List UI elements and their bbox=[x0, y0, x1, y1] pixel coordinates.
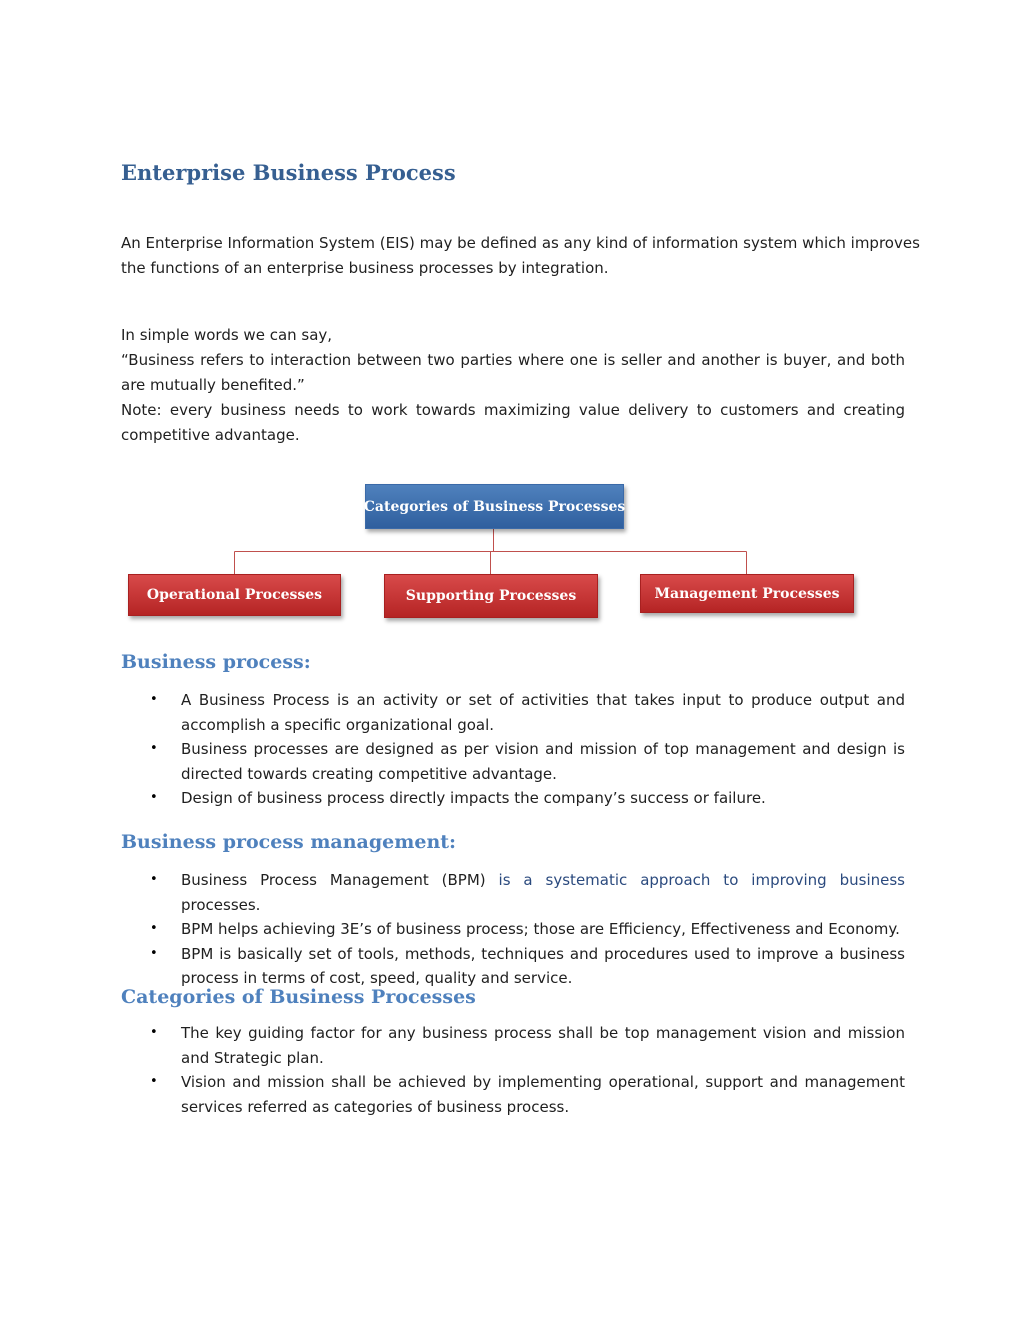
note-paragraph: Note: every business needs to work towards maximizing value delivery to customers and creating competitive advantage. bbox=[121, 401, 905, 444]
diagram-connectors bbox=[235, 527, 747, 574]
supporting-processes-box: Supporting Processes bbox=[384, 574, 598, 618]
bullet-icon: • bbox=[150, 872, 158, 887]
bullet-icon: • bbox=[150, 1074, 158, 1090]
list-item-text: Vision and mission shall be achieved by implementing operational, support and management services referred as categories of business process. bbox=[181, 1073, 905, 1116]
list-item-text-part: Business Process Management (BPM) bbox=[181, 871, 499, 889]
list-item bbox=[121, 868, 905, 917]
bullet-icon: • bbox=[150, 945, 158, 961]
simple-words-block bbox=[121, 323, 905, 448]
section-heading-bpm: Business process management: bbox=[121, 831, 457, 853]
bullet-icon: • bbox=[150, 790, 158, 806]
list-item bbox=[121, 786, 905, 811]
list-item bbox=[121, 942, 905, 991]
list-item-text: The key guiding factor for any business process shall be top management vision and mission and Strategic plan. bbox=[181, 1024, 905, 1067]
bullet-icon: • bbox=[150, 1025, 158, 1040]
list-item bbox=[121, 917, 905, 942]
list-item bbox=[121, 1070, 905, 1119]
diagram-root-box: Categories of Business Processes bbox=[365, 484, 624, 529]
page-title: Enterprise Business Process bbox=[121, 160, 456, 185]
list-item-text-part: processes. bbox=[181, 895, 261, 914]
list-item bbox=[121, 1021, 905, 1070]
simple-lead: In simple words we can say, bbox=[121, 326, 333, 344]
list-item bbox=[121, 737, 905, 786]
list-item-text: BPM is basically set of tools, methods, techniques and procedures used to improve a business process in terms of cost, speed, quality and service. bbox=[181, 944, 905, 988]
bullet-icon: • bbox=[150, 741, 158, 757]
list-item-text: BPM helps achieving 3E’s of business process; those are Efficiency, Effectiveness and Economy. bbox=[181, 920, 900, 939]
bullet-icon: • bbox=[150, 921, 158, 937]
business-process-list bbox=[121, 688, 905, 811]
section-heading-business-process: Business process: bbox=[121, 651, 311, 673]
list-item-text-highlight: is a systematic approach to improving business bbox=[498, 871, 905, 889]
business-quote: “Business refers to interaction between two parties where one is seller and another is buyer, and both are mutually benefited.” bbox=[121, 351, 905, 394]
section-heading-categories: Categories of Business Processes bbox=[121, 986, 476, 1008]
list-item-text: Business processes are designed as per vision and mission of top management and design is directed towards creating competitive advantage. bbox=[181, 740, 905, 783]
operational-processes-box: Operational Processes bbox=[128, 574, 341, 616]
bpm-list bbox=[121, 868, 905, 991]
list-item bbox=[121, 688, 905, 737]
management-processes-box: Management Processes bbox=[640, 574, 854, 613]
intro-paragraph: An Enterprise Information System (EIS) may be defined as any kind of information system which improves the functions of an enterprise business processes by integration. bbox=[121, 234, 920, 277]
bullet-icon: • bbox=[150, 692, 158, 707]
list-item-text: A Business Process is an activity or set of activities that takes input to produce output and accomplish a specific organizational goal. bbox=[181, 691, 905, 734]
categories-list bbox=[121, 1021, 905, 1119]
list-item-text: Design of business process directly impacts the company’s success or failure. bbox=[181, 789, 766, 808]
